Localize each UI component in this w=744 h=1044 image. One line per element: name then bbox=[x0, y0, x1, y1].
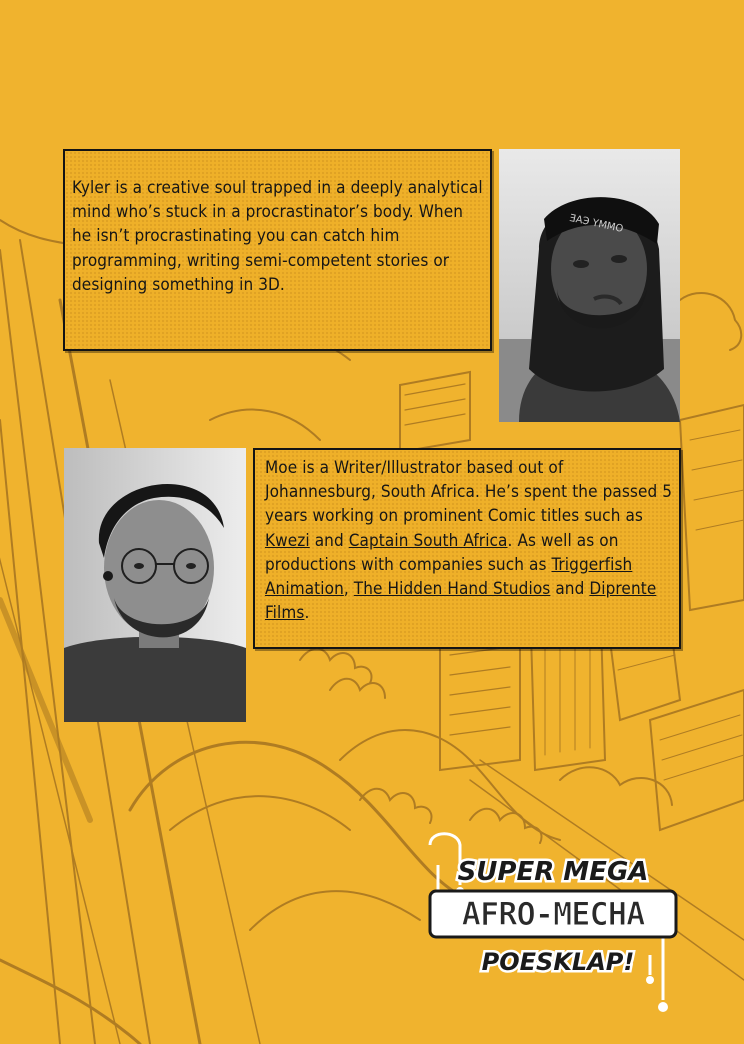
diprente-films-link[interactable]: Diprente Films bbox=[265, 579, 657, 624]
moe-bio-text-part: , bbox=[343, 579, 354, 600]
moe-portrait-image bbox=[64, 448, 246, 722]
moe-bio-text-part: . bbox=[304, 603, 310, 624]
kyler-portrait-image bbox=[499, 149, 680, 422]
triggerfish-animation-link[interactable]: Triggerfish Animation bbox=[265, 554, 633, 600]
kyler-bio-box bbox=[63, 149, 492, 351]
logo-super-mega: SUPER MEGA bbox=[457, 857, 649, 887]
kwezi-link[interactable]: Kwezi bbox=[265, 530, 310, 551]
moe-bio-text-part: . As well as on productions with companies such as bbox=[265, 530, 619, 575]
moe-bio-text bbox=[265, 456, 673, 625]
moe-photo bbox=[64, 448, 246, 722]
captain-south-africa-link[interactable]: Captain South Africa bbox=[348, 530, 508, 551]
moe-bio-box bbox=[253, 448, 681, 649]
logo-poesklap: POESKLAP! bbox=[481, 948, 635, 976]
logo-afro-mecha: AFRO-MECHA bbox=[461, 895, 645, 933]
super-mega-afro-mecha-poesklap-logo bbox=[418, 825, 688, 1025]
svg-text:ƎAЭ YMMO: ƎAЭ YMMO bbox=[568, 212, 625, 235]
kyler-bio-text: Kyler is a creative soul trapped in a deeply analytical mind who’s stuck in a procrastinator’s body. When he isn’t procrastinating you can catch him programming, writing semi-competent stories or designing something in 3D. bbox=[72, 178, 483, 295]
moe-bio-text-part: Moe is a Writer/Illustrator based out of Johannesburg, South Africa. He’s spent the passed 5 years working on prominent Comic titles such as bbox=[265, 458, 673, 527]
moe-bio-text-part: and bbox=[309, 530, 349, 551]
kyler-photo bbox=[499, 149, 680, 422]
hidden-hand-studios-link[interactable]: The Hidden Hand Studios bbox=[353, 579, 551, 600]
moe-bio-text-part: and bbox=[550, 579, 590, 600]
